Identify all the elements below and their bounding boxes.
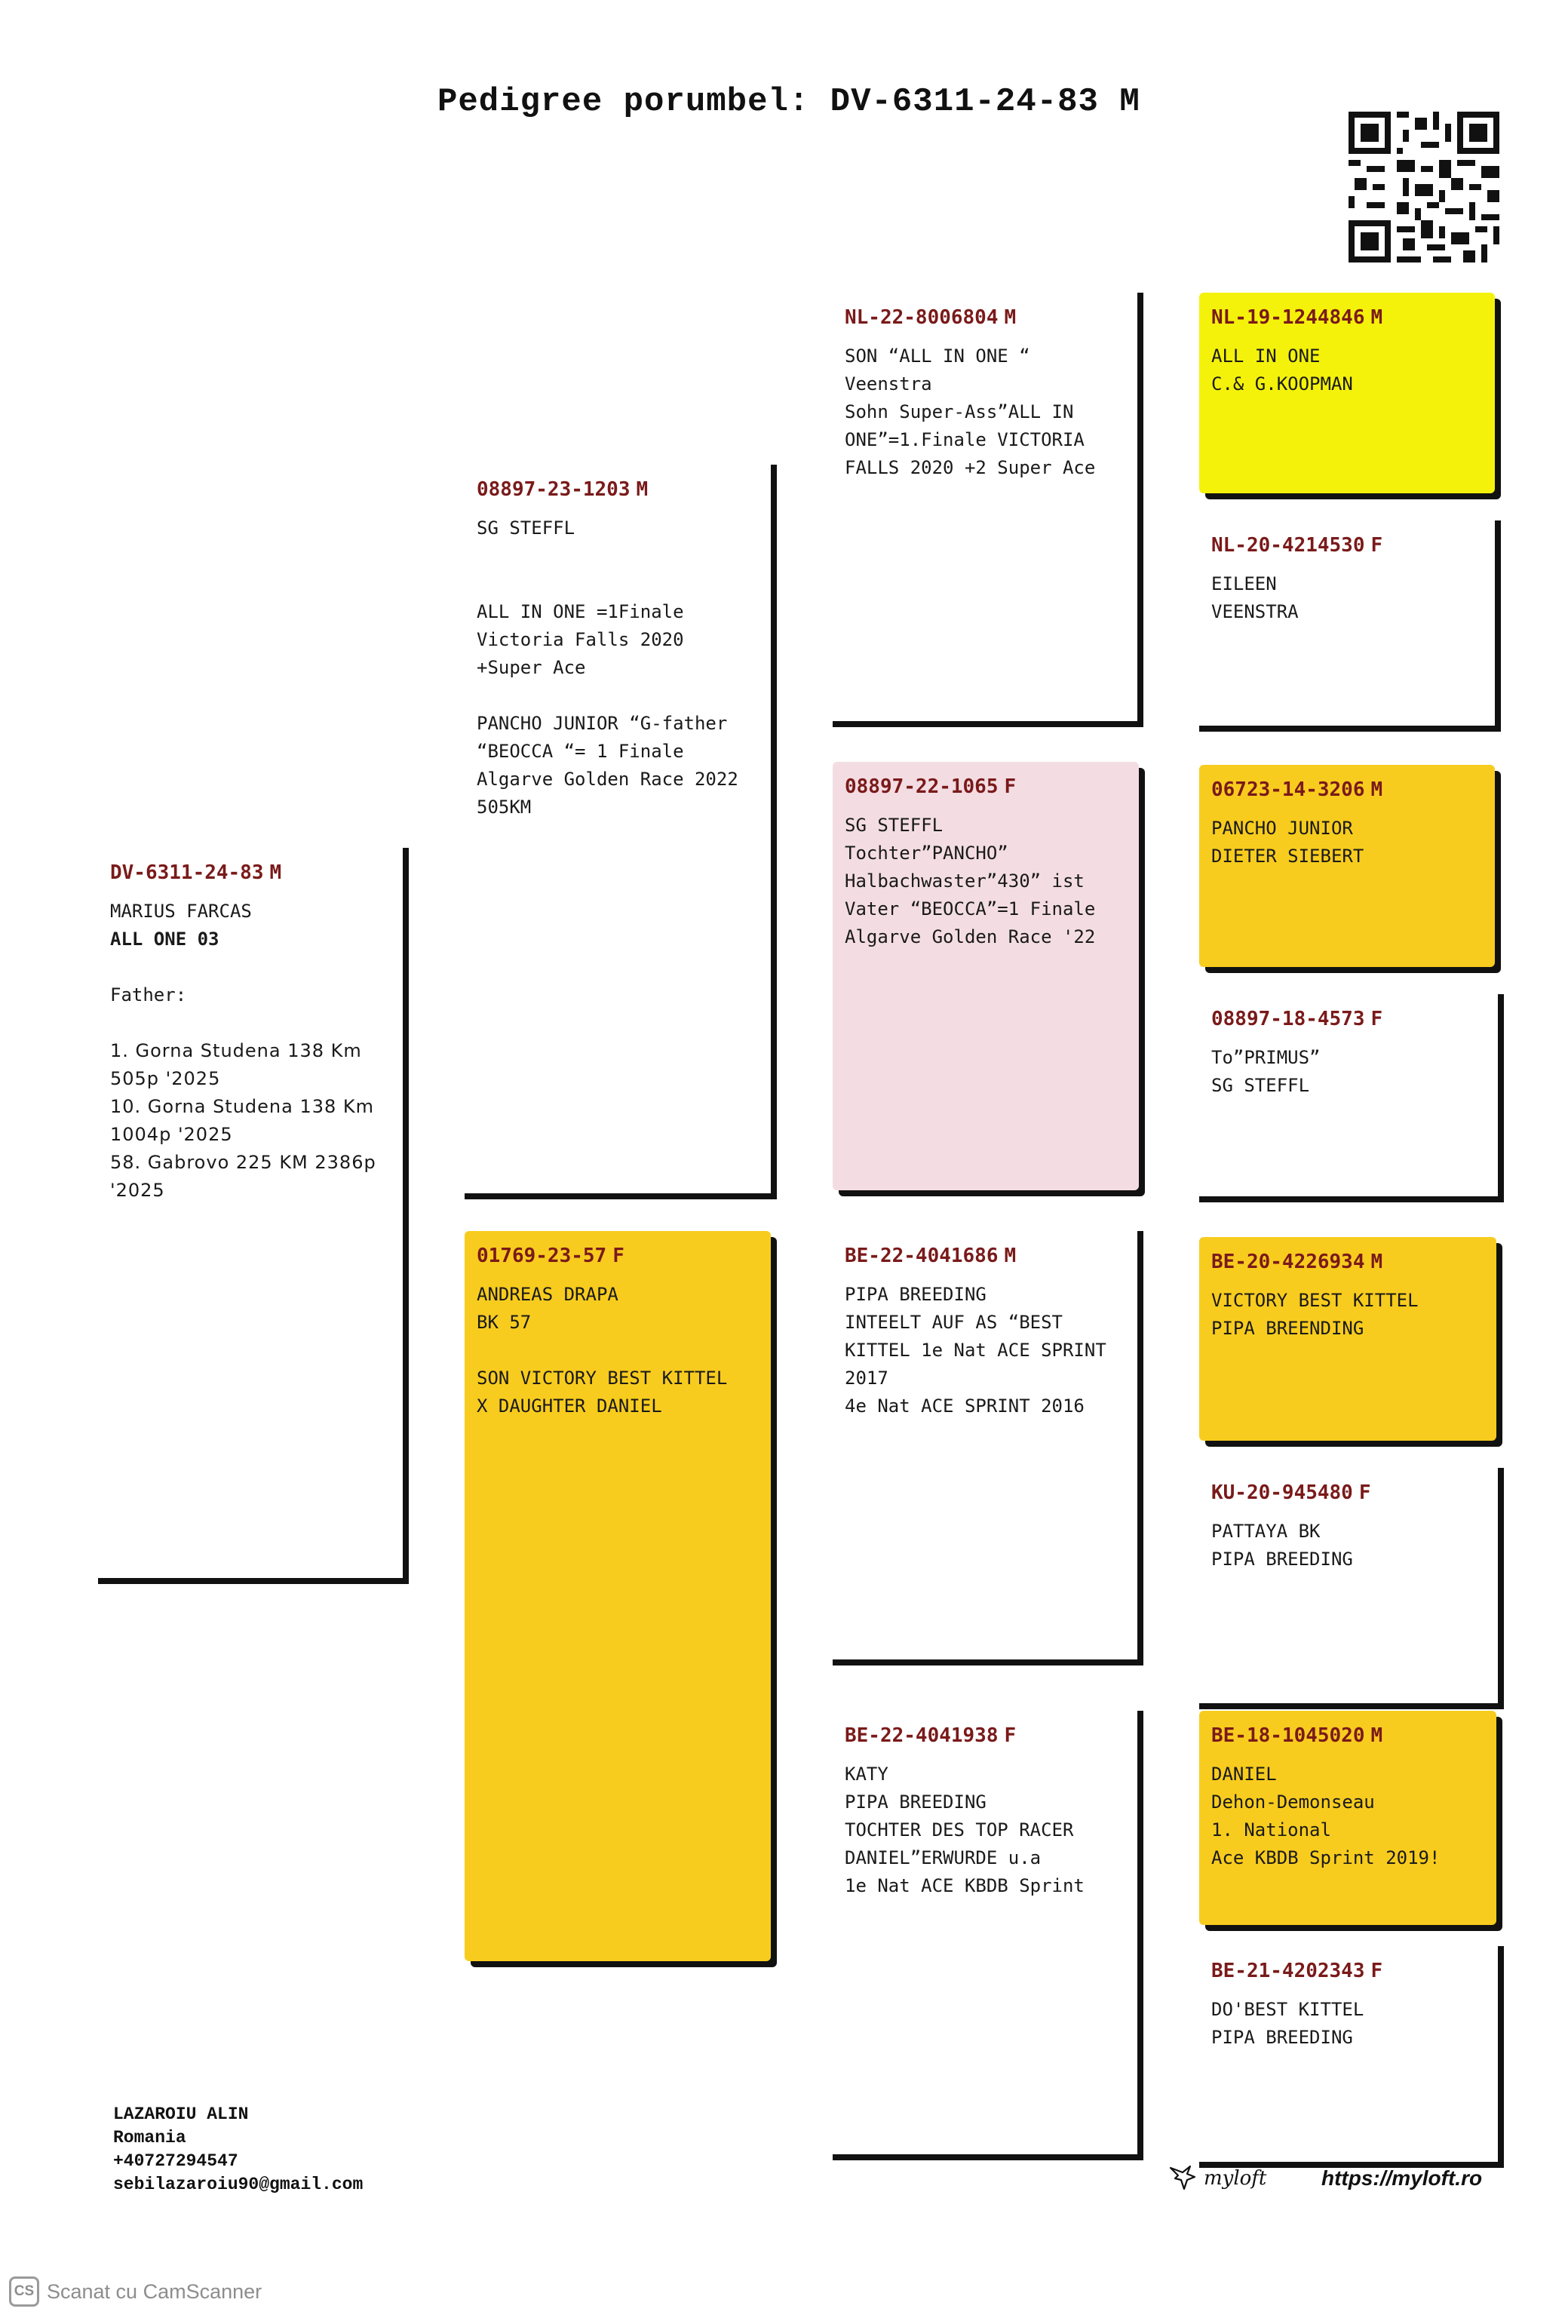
dam-line1: ANDREAS DRAPA BK 57 <box>477 1284 618 1333</box>
subject-ring: DV-6311-24-83 M <box>110 861 282 884</box>
ss-card <box>833 293 1143 727</box>
breeder-phone: +40727294547 <box>113 2151 238 2171</box>
g4-ring: 08897-18-4573 F <box>1211 1008 1383 1030</box>
sire-line1: SG STEFFL <box>477 517 575 539</box>
dam-card <box>465 1231 771 1961</box>
ds-ring: BE-22-4041686 M <box>845 1245 1017 1267</box>
dam-ring: 01769-23-57 F <box>477 1245 624 1267</box>
g5-text: VICTORY BEST KITTEL PIPA BREENDING <box>1211 1290 1419 1339</box>
subject-results: 1. Gorna Studena 138 Km 505p '2025 10. Gorna Studena 138 Km 1004p '2025 58. Gabrovo 225 KM 2386p '2025 <box>110 1040 376 1201</box>
g8-card <box>1199 1946 1504 2168</box>
g2-card <box>1199 520 1501 732</box>
camscanner-icon: CS <box>9 2276 39 2307</box>
breeder-name: LAZAROIU ALIN <box>113 2104 249 2124</box>
g6-ring: KU-20-945480 F <box>1211 1481 1371 1504</box>
contact-info <box>113 2103 363 2197</box>
g7-card <box>1199 1711 1496 1925</box>
g3-card <box>1199 765 1495 967</box>
g2-text: EILEEN VEENSTRA <box>1211 573 1299 622</box>
qr-code <box>1349 109 1499 265</box>
dam-notes: SON VICTORY BEST KITTEL X DAUGHTER DANIEL <box>477 1368 728 1417</box>
sire-ring: 08897-23-1203 M <box>477 478 649 501</box>
subject-owner: MARIUS FARCAS <box>110 901 252 922</box>
g3-text: PANCHO JUNIOR DIETER SIEBERT <box>1211 818 1364 867</box>
subject-card <box>98 848 409 1584</box>
g4-text: To”PRIMUS” SG STEFFL <box>1211 1047 1321 1096</box>
camscanner-text: Scanat cu CamScanner <box>47 2279 262 2303</box>
subject-name: ALL ONE 03 <box>110 929 219 950</box>
g8-ring: BE-21-4202343 F <box>1211 1960 1383 1982</box>
ds-card <box>833 1231 1143 1665</box>
sire-notes1: ALL IN ONE =1Finale Victoria Falls 2020 +Super Ace <box>477 601 684 678</box>
myloft-link[interactable]: https://myloft.ro <box>1321 2166 1483 2190</box>
g3-ring: 06723-14-3206 M <box>1211 778 1383 801</box>
g8-text: DO'BEST KITTEL PIPA BREEDING <box>1211 1999 1364 2048</box>
page-title: Pedigree porumbel: DV-6311-24-83 M <box>437 83 1140 121</box>
dd-card <box>833 1711 1143 2160</box>
sire-notes2: PANCHO JUNIOR “G-father “BEOCCA “= 1 Finale Algarve Golden Race 2022 505KM <box>477 713 738 818</box>
camscanner-watermark <box>9 2276 262 2307</box>
breeder-email[interactable]: sebilazaroiu90@gmail.com <box>113 2175 364 2194</box>
ss-ring: NL-22-8006804 M <box>845 306 1017 329</box>
pigeon-icon <box>1168 2163 1198 2194</box>
g6-text: PATTAYA BK PIPA BREEDING <box>1211 1521 1353 1570</box>
g4-card <box>1199 994 1504 1202</box>
g6-card <box>1199 1468 1504 1709</box>
g2-ring: NL-20-4214530 F <box>1211 534 1383 557</box>
sire-card <box>465 465 777 1199</box>
breeder-country: Romania <box>113 2128 186 2147</box>
g1-ring: NL-19-1244846 M <box>1211 306 1383 329</box>
g1-text: ALL IN ONE C.& G.KOOPMAN <box>1211 345 1353 394</box>
dd-ring: BE-22-4041938 F <box>845 1724 1017 1747</box>
dd-text: KATY PIPA BREEDING TOCHTER DES TOP RACER DANIEL”ERWURDE u.a 1e Nat ACE KBDB Sprint <box>845 1764 1085 1896</box>
g7-ring: BE-18-1045020 M <box>1211 1724 1383 1747</box>
father-label: Father: <box>110 984 187 1005</box>
myloft-logo: myloft <box>1168 2163 1266 2194</box>
g1-card <box>1199 293 1495 493</box>
sd-card <box>833 762 1139 1190</box>
ss-text: SON “ALL IN ONE “ Veenstra Sohn Super-Ass”ALL IN ONE”=1.Finale VICTORIA FALLS 2020 +2 Super Ace <box>845 345 1096 478</box>
g7-text: DANIEL Dehon-Demonseau 1. National Ace KBDB Sprint 2019! <box>1211 1764 1441 1868</box>
sd-ring: 08897-22-1065 F <box>845 775 1017 798</box>
g5-ring: BE-20-4226934 M <box>1211 1251 1383 1273</box>
ds-text: PIPA BREEDING INTEELT AUF AS “BEST KITTEL 1e Nat ACE SPRINT 2017 4e Nat ACE SPRINT 2016 <box>845 1284 1106 1417</box>
g5-card <box>1199 1237 1496 1441</box>
sd-text: SG STEFFL Tochter”PANCHO” Halbachwaster”430” ist Vater “BEOCCA”=1 Finale Algarve Golden Race '22 <box>845 815 1096 947</box>
